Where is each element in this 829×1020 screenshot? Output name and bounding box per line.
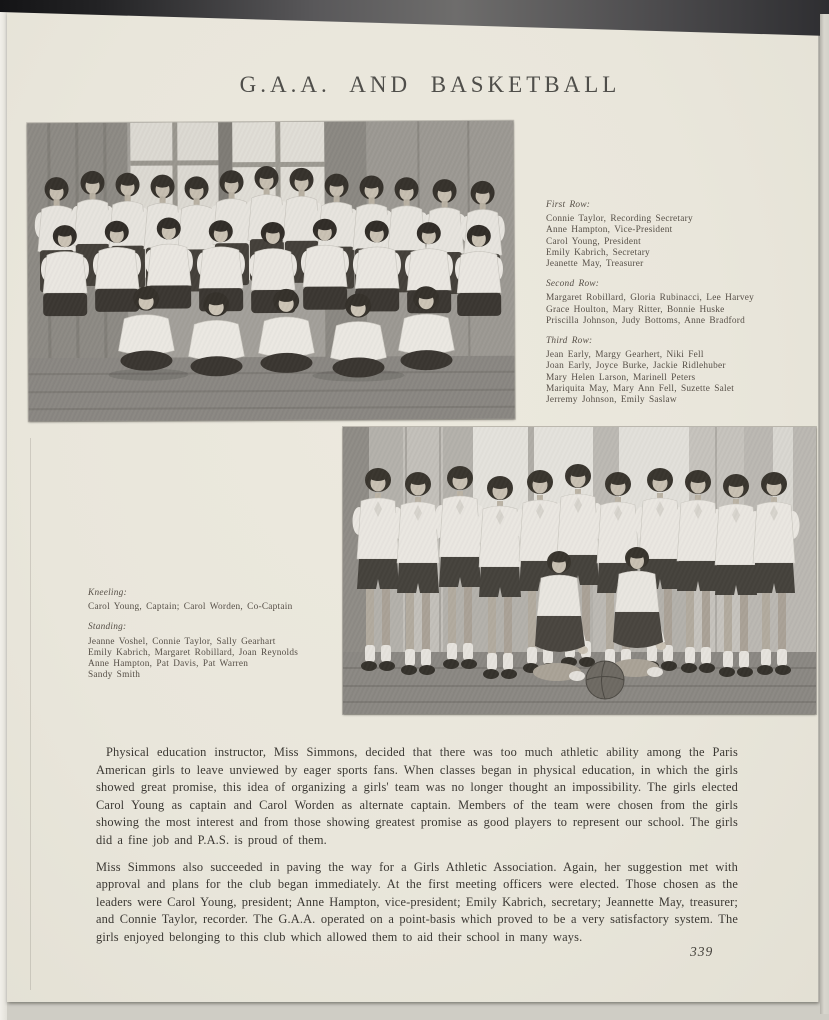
page-crease	[30, 438, 31, 990]
caption-row-heading: First Row:	[546, 200, 591, 210]
caption-name-line: Priscilla Johnson, Judy Bottoms, Anne Bradford	[546, 315, 745, 326]
caption-name-line: Jerremy Johnson, Emily Saslaw	[546, 395, 677, 406]
article-text	[96, 744, 738, 956]
caption-row-heading: Standing:	[88, 622, 127, 633]
caption-name-line: Sandy Smith	[88, 670, 141, 681]
basketball-photo-caption	[88, 588, 362, 681]
caption-name-line: Jean Early, Margy Gearhert, Niki Fell	[546, 350, 704, 361]
page-edge-shadow	[820, 14, 829, 1014]
basketball-team-photo	[343, 427, 816, 714]
scan-left-edge	[0, 12, 7, 1020]
caption-name-line: Jeanette May, Treasurer	[546, 259, 644, 270]
caption-name-line: Anne Hampton, Vice-President	[546, 225, 673, 236]
caption-name-line: Mary Helen Larson, Marinell Peters	[546, 372, 696, 383]
caption-row-heading: Third Row:	[546, 336, 593, 347]
caption-name-line: Emily Kabrich, Margaret Robillard, Joan Reynolds	[88, 647, 299, 658]
gaa-group-photo	[27, 121, 515, 422]
page-title: G.A.A. AND BASKETBALL	[239, 72, 621, 97]
caption-name-line: Joan Early, Joyce Burke, Jackie Ridlehuber	[546, 361, 726, 372]
caption-name-line: Carol Young, Captain; Carol Worden, Co-Captain	[88, 602, 293, 613]
caption-name-line: Carol Young, President	[546, 236, 641, 247]
caption-name-line: Grace Houlton, Mary Ritter, Bonnie Huske	[546, 304, 725, 315]
article-paragraph-1: Physical education instructor, Miss Simmons, decided that there was too much athletic ability among the Paris American girls to leave unviewed by eager sports fans. When classes began in physical education, in which the girls showed great promise, this idea of organizing a girls' team was no longer thought an impossibility. The girls elected Carol Young as captain and Carol Worden as alternate captain. Members of the team were chosen from the girls showing the most interest and from those showing greatest promise as good players to represent our school. The girls did a fine job and P.A.S. is proud of them.	[96, 745, 738, 847]
gaa-group-photo-illustration	[27, 121, 515, 422]
caption-row-heading: Second Row:	[546, 279, 600, 290]
article-paragraph-2: Miss Simmons also succeeded in paving the way for a Girls Athletic Association. Again, her suggestion met with approval and plans for the club began immediately. At the first meeting officers were elected. Those chosen as the leaders were Carol Young, president; Anne Hampton, vice-president; Emily Kabrich, secretary; Jeannette May, treasurer; and Connie Taylor, recorder. The G.A.A. operated on a point-basis which proved to be a very satisfactory system. The girls enjoyed belonging to this club which allowed them to aid their school in many ways.	[96, 859, 738, 944]
caption-name-line: Mariquita May, Mary Ann Fell, Suzette Salet	[546, 383, 735, 394]
caption-name-line: Anne Hampton, Pat Davis, Pat Warren	[88, 659, 249, 670]
caption-name-line: Margaret Robillard, Gloria Rubinacci, Lee Harvey	[546, 293, 755, 304]
caption-row-heading: Kneeling:	[88, 588, 127, 598]
gaa-photo-caption	[546, 200, 820, 406]
page-number: 339	[690, 944, 714, 959]
basketball-photo-illustration	[343, 427, 816, 714]
caption-name-line: Jeanne Voshel, Connie Taylor, Sally Gearhart	[88, 636, 276, 647]
caption-name-line: Connie Taylor, Recording Secretary	[546, 214, 693, 225]
caption-name-line: Emily Kabrich, Secretary	[546, 247, 650, 258]
